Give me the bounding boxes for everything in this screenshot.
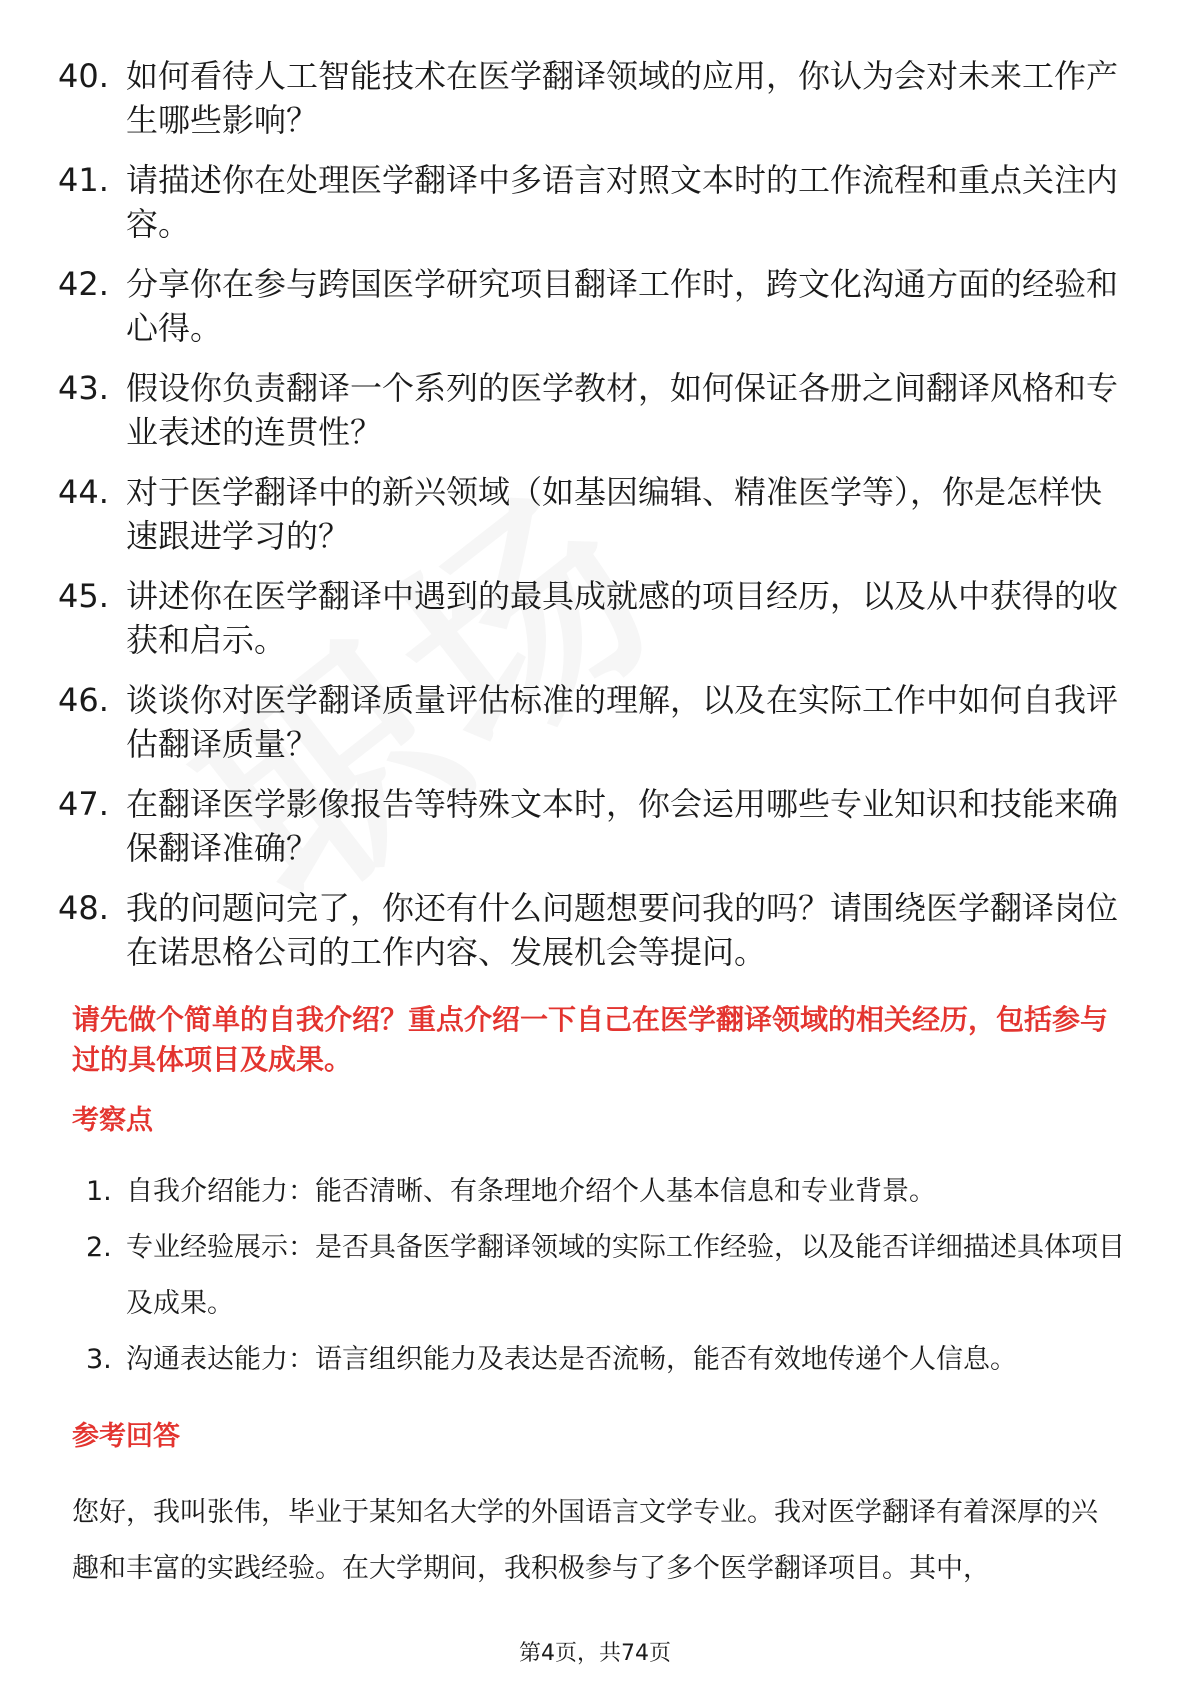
question-item <box>58 574 1118 662</box>
kaochadian-text: 自我介绍能力：能否清晰、有条理地介绍个人基本信息和专业背景。 <box>126 1176 936 1207</box>
kaochadian-text: 专业经验展示：是否具备医学翻译领域的实际工作经验，以及能否详细描述具体项目及成果。 <box>126 1232 1125 1319</box>
question-text: 在翻译医学影像报告等特殊文本时，你会运用哪些专业知识和技能来确保翻译准确？ <box>126 785 1119 867</box>
kaochadian-item <box>86 1164 1126 1220</box>
question-text: 假设你负责翻译一个系列的医学教材，如何保证各册之间翻译风格和专业表述的连贯性？ <box>126 369 1119 451</box>
kaochadian-text: 沟通表达能力：语言组织能力及表达是否流畅，能否有效地传递个人信息。 <box>126 1344 1017 1375</box>
question-number: 42. <box>58 265 109 303</box>
question-number: 46. <box>58 681 109 719</box>
question-item <box>58 470 1118 558</box>
question-number: 40. <box>58 57 109 95</box>
kaochadian-number: 2. <box>86 1232 112 1263</box>
highlight-question: 请先做个简单的自我介绍？重点介绍一下自己在医学翻译领域的相关经历，包括参与过的具体项目及成果。 <box>72 1003 1109 1076</box>
kaochadian-number: 1. <box>86 1176 112 1207</box>
question-text: 对于医学翻译中的新兴领域（如基因编辑、精准医学等），你是怎样快速跟进学习的？ <box>126 473 1103 555</box>
question-item <box>58 54 1118 142</box>
question-list <box>58 54 1118 990</box>
kaochadian-list <box>86 1164 1126 1388</box>
reference-answer: 您好，我叫张伟，毕业于某知名大学的外国语言文学专业。我对医学翻译有着深厚的兴趣和丰富的实践经验。在大学期间，我积极参与了多个医学翻译项目。其中， <box>72 1497 1098 1584</box>
question-text: 我的问题问完了，你还有什么问题想要问我的吗？请围绕医学翻译岗位在诺思格公司的工作内容、发展机会等提问。 <box>126 889 1119 971</box>
question-item <box>58 678 1118 766</box>
question-number: 47. <box>58 785 109 823</box>
question-item <box>58 366 1118 454</box>
reference-heading: 参考回答 <box>72 1421 180 1452</box>
question-text: 讲述你在医学翻译中遇到的最具成就感的项目经历，以及从中获得的收获和启示。 <box>126 577 1119 659</box>
question-text: 如何看待人工智能技术在医学翻译领域的应用，你认为会对未来工作产生哪些影响？ <box>126 57 1119 139</box>
kaochadian-item <box>86 1332 1126 1388</box>
kaochadian-item <box>86 1220 1126 1332</box>
question-number: 41. <box>58 161 109 199</box>
question-text: 谈谈你对医学翻译质量评估标准的理解，以及在实际工作中如何自我评估翻译质量？ <box>126 681 1119 763</box>
question-item <box>58 782 1118 870</box>
question-item <box>58 262 1118 350</box>
question-number: 44. <box>58 473 109 511</box>
question-item <box>58 158 1118 246</box>
question-item <box>58 886 1118 974</box>
question-number: 48. <box>58 889 109 927</box>
question-number: 45. <box>58 577 109 615</box>
question-text: 请描述你在处理医学翻译中多语言对照文本时的工作流程和重点关注内容。 <box>126 161 1119 243</box>
question-number: 43. <box>58 369 109 407</box>
question-text: 分享你在参与跨国医学研究项目翻译工作时，跨文化沟通方面的经验和心得。 <box>126 265 1119 347</box>
kaochadian-heading: 考察点 <box>72 1105 153 1136</box>
kaochadian-number: 3. <box>86 1344 112 1375</box>
page-footer: 第4页，共74页 <box>519 1641 671 1666</box>
